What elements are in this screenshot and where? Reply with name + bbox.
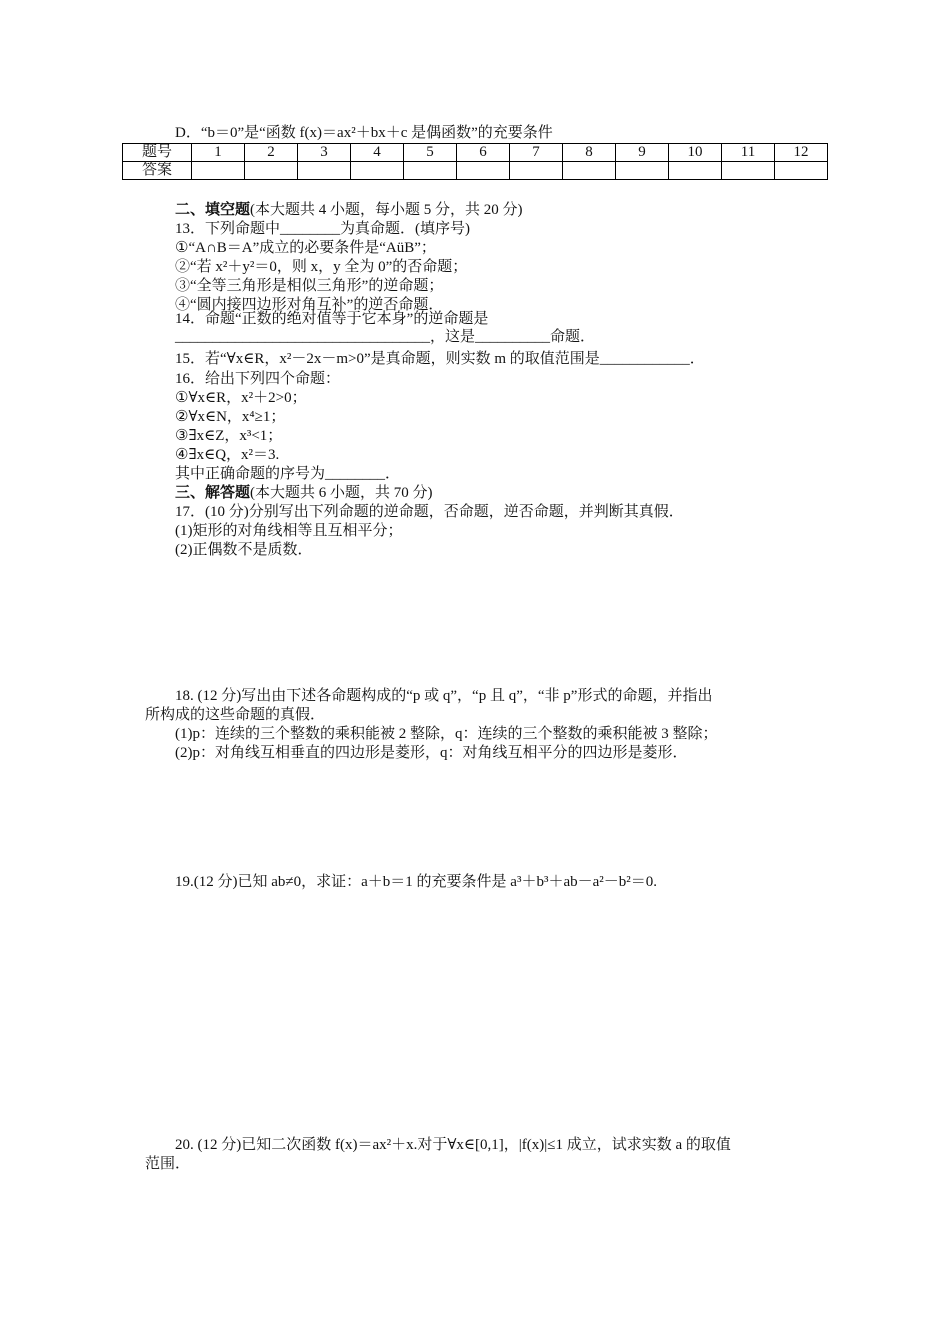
q18-part-1: (1)p：连续的三个整数的乘积能被 2 整除，q：连续的三个整数的乘积能被 3 整除； (175, 726, 718, 742)
q18-line-1: 18. (12 分)写出由下述各命题构成的“p 或 q”，“p 且 q”，“非 p”形式的命题，并指出 (175, 688, 713, 704)
table-cell: 5 (404, 144, 457, 162)
section2-title: 二、填空题 (175, 202, 251, 218)
q18-line-2: 所构成的这些命题的真假． (145, 707, 326, 723)
table-cell: 9 (616, 144, 669, 162)
q16-tail: 其中正确命题的序号为________． (175, 466, 401, 482)
table-cell: 6 (457, 144, 510, 162)
q13-option: ③“全等三角形是相似三角形”的逆命题； (175, 278, 444, 294)
section3-heading (175, 484, 433, 503)
q16-option: ③∃x∈Z，x³<1； (175, 428, 283, 444)
table-cell: 4 (351, 144, 404, 162)
q17: 17．(10 分)分别写出下列命题的逆命题，否命题，逆否命题，并判断其真假． (175, 504, 684, 520)
answer-cell[interactable] (669, 162, 722, 180)
answer-cell[interactable] (404, 162, 457, 180)
row-label-number: 题号 (123, 144, 192, 162)
table-cell: 7 (510, 144, 563, 162)
answer-cell[interactable] (192, 162, 245, 180)
q16-option: ②∀x∈N，x⁴≥1； (175, 409, 286, 425)
answer-cell[interactable] (457, 162, 510, 180)
q17-part-1: (1)矩形的对角线相等且互相平分； (175, 523, 403, 539)
answer-table (122, 143, 828, 180)
q17-part-2: (2)正偶数不是质数． (175, 542, 313, 558)
table-cell: 2 (245, 144, 298, 162)
answer-cell[interactable] (722, 162, 775, 180)
table-cell: 3 (298, 144, 351, 162)
answer-table-answer-row (123, 162, 828, 180)
q13-option: ①“A∩B＝A”成立的必要条件是“AüB”； (175, 240, 436, 256)
section2-note: (本大题共 4 小题，每小题 5 分，共 20 分) (250, 202, 523, 218)
q14-line-2: __________________________________，这是__________命题． (175, 329, 596, 345)
answer-table-number-row (123, 144, 828, 162)
section3-note: (本大题共 6 小题，共 70 分) (250, 485, 433, 501)
q19: 19.(12 分)已知 ab≠0，求证：a＋b＝1 的充要条件是 a³＋b³＋ab－a²－b²＝0. (175, 874, 658, 890)
q12-option-d: D．“b＝0”是“函数 f(x)＝ax²＋bx＋c 是偶函数”的充要条件 (175, 125, 553, 141)
q16: 16．给出下列四个命题： (175, 371, 341, 387)
row-label-answer: 答案 (123, 162, 192, 180)
q13-option: ④“圆内接四边形对角互补”的逆否命题． (175, 297, 444, 313)
answer-cell[interactable] (563, 162, 616, 180)
answer-cell[interactable] (775, 162, 828, 180)
table-cell: 10 (669, 144, 722, 162)
table-cell: 1 (192, 144, 245, 162)
table-cell: 8 (563, 144, 616, 162)
table-cell: 12 (775, 144, 828, 162)
q14-line-1: 14．命题“正数的绝对值等于它本身”的逆命题是 (175, 311, 489, 327)
q20-line-1: 20. (12 分)已知二次函数 f(x)＝ax²＋x.对于∀x∈[0,1]，|f(x)|≤1 成立，试求实数 a 的取值 (175, 1137, 731, 1153)
section3-title: 三、解答题 (175, 485, 251, 501)
section2-heading (175, 201, 523, 220)
answer-cell[interactable] (351, 162, 404, 180)
q16-option: ④∃x∈Q，x²＝3. (175, 447, 280, 463)
answer-cell[interactable] (245, 162, 298, 180)
q20-line-2: 范围． (145, 1156, 191, 1172)
q13: 13．下列命题中________为真命题．(填序号) (175, 221, 470, 237)
q15: 15．若“∀x∈R，x²－2x－m>0”是真命题，则实数 m 的取值范围是____________． (175, 351, 705, 367)
q13-option: ②“若 x²＋y²＝0，则 x，y 全为 0”的否命题； (175, 259, 468, 275)
answer-cell[interactable] (510, 162, 563, 180)
answer-cell[interactable] (298, 162, 351, 180)
answer-cell[interactable] (616, 162, 669, 180)
q16-option: ①∀x∈R，x²＋2>0； (175, 390, 307, 406)
table-cell: 11 (722, 144, 775, 162)
q18-part-2: (2)p：对角线互相垂直的四边形是菱形，q：对角线互相平分的四边形是菱形． (175, 745, 688, 761)
